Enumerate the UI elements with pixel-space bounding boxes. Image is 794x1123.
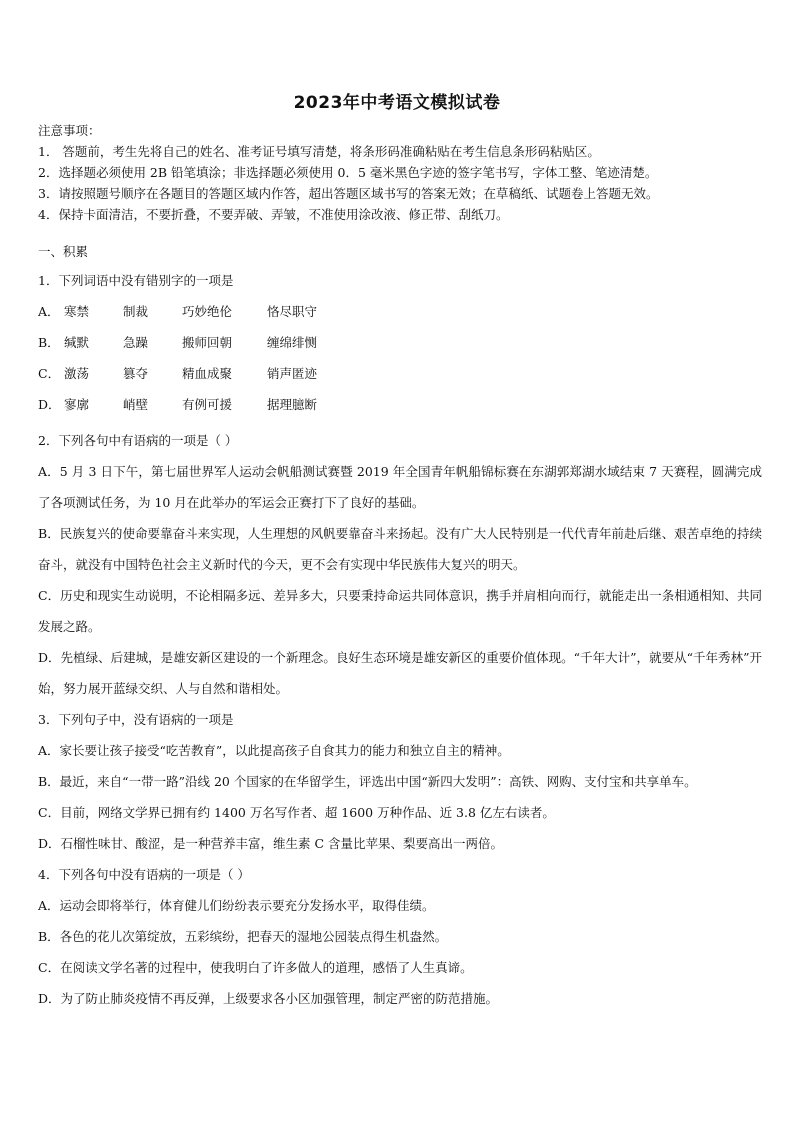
question-1-stem: 1．下列词语中没有错别字的一项是 xyxy=(38,273,234,288)
option-word: 缄默 xyxy=(64,335,90,350)
option-word: 搬师回朝 xyxy=(182,335,233,350)
notes-item: 4．保持卡面清洁，不要折叠，不要弄破、弄皱，不准使用涂改液、修正带、刮纸刀。 xyxy=(38,207,509,222)
option-word: 篡夺 xyxy=(123,366,149,381)
question-1-option-d xyxy=(38,394,762,415)
question-1-option-c xyxy=(38,363,762,384)
question-4-option-d: D．为了防止肺炎疫情不再反弹，上级要求各小区加强管理，制定严密的防范措施。 xyxy=(38,991,499,1006)
option-label: B． xyxy=(38,335,60,350)
question-2-stem: 2．下列各句中有语病的一项是（ ） xyxy=(38,433,238,448)
page-title: 2023年中考语文模拟试卷 xyxy=(293,93,501,113)
question-2-option-d: D．先植绿、后建城，是雄安新区建设的一个新理念。良好生态环境是雄安新区的重要价值体现。“千年大计”，就要从“千年秀林”开始，努力展开蓝绿交织、人与自然和谐相处。 xyxy=(38,650,762,696)
question-1-option-b xyxy=(38,332,762,353)
question-2-option-a: A．5 月 3 日下午，第七届世界军人运动会帆船测试赛暨 2019 年全国青年帆船锦标赛在东湖郭郑湖水域结束 7 天赛程，圆满完成了各项测试任务，为 10 月在此举办的军运会正赛打下了良好的基础。 xyxy=(38,464,762,510)
question-3-option-b: B．最近，来自“一带一路”沿线 20 个国家的在华留学生，评选出中国“新四大发明”：高铁、网购、支付宝和共享单车。 xyxy=(38,774,697,789)
option-label: A． xyxy=(38,304,60,319)
question-3-option-c: C．目前，网络文学界已拥有约 1400 万名写作者、超 1600 万种作品、近 3.8 亿左右读者。 xyxy=(38,805,555,820)
question-2-option-c: C．历史和现实生动说明，不论相隔多远、差异多大，只要秉持命运共同体意识，携手并肩相向而行，就能走出一条相通相知、共同发展之路。 xyxy=(38,588,762,634)
option-word: 缠绵绯恻 xyxy=(267,335,318,350)
notes-item: 3．请按照题号顺序在各题目的答题区域内作答，超出答题区域书写的答案无效；在草稿纸、试题卷上答题无效。 xyxy=(38,186,659,201)
questions-block xyxy=(38,241,762,1014)
question-4-stem: 4．下列各句中没有语病的一项是（ ） xyxy=(38,867,250,882)
question-1-option-a xyxy=(38,301,762,322)
question-3-option-d: D．石榴性味甘、酸涩，是一种营养丰富，维生素 C 含量比苹果、梨要高出一两倍。 xyxy=(38,836,504,851)
question-3-stem: 3．下列句子中，没有语病的一项是 xyxy=(38,712,234,727)
option-word: 销声匿迹 xyxy=(267,366,318,381)
option-label: C． xyxy=(38,366,61,381)
option-word: 峭壁 xyxy=(123,397,149,412)
question-4-option-a: A．运动会即将举行，体育健儿们纷纷表示要充分发扬水平，取得佳绩。 xyxy=(38,898,435,913)
question-3-option-a: A．家长要让孩子接受“吃苦教育”，以此提高孩子自食其力的能力和独立自主的精神。 xyxy=(38,743,510,758)
notes-item: 2．选择题必须使用 2B 铅笔填涂；非选择题必须使用 0．5 毫米黑色字迹的签字笔书写，字体工整、笔迹清楚。 xyxy=(38,165,658,180)
section-heading: 一、积累 xyxy=(38,244,89,259)
notes-heading: 注意事项： xyxy=(38,123,101,138)
option-word: 恪尽职守 xyxy=(267,304,318,319)
option-word: 有例可援 xyxy=(182,397,233,412)
option-word: 制裁 xyxy=(123,304,149,319)
question-4-option-c: C．在阅读文学名著的过程中，使我明白了许多做人的道理，感悟了人生真谛。 xyxy=(38,960,473,975)
option-word: 精血成聚 xyxy=(182,366,233,381)
notes-block xyxy=(38,120,768,225)
option-word: 寥廓 xyxy=(64,397,90,412)
option-label: D． xyxy=(38,397,61,412)
notes-item: 1． 答题前，考生先将自己的姓名、准考证号填写清楚，将条形码准确粘贴在考生信息条形码粘贴区。 xyxy=(38,144,600,159)
question-2-option-b: B．民族复兴的使命要靠奋斗来实现，人生理想的风帆要靠奋斗来扬起。没有广大人民特别是一代代青年前赴后继、艰苦卓绝的持续奋斗，就没有中国特色社会主义新时代的今天，更不会有实现中华民族伟大复兴的明天。 xyxy=(38,526,762,572)
option-word: 寒禁 xyxy=(64,304,90,319)
question-4-option-b: B．各色的花儿次第绽放，五彩缤纷，把春天的湿地公园装点得生机盎然。 xyxy=(38,929,448,944)
option-word: 巧妙绝伦 xyxy=(182,304,233,319)
option-word: 激荡 xyxy=(64,366,90,381)
option-word: 据理臆断 xyxy=(267,397,318,412)
option-word: 急躁 xyxy=(123,335,149,350)
